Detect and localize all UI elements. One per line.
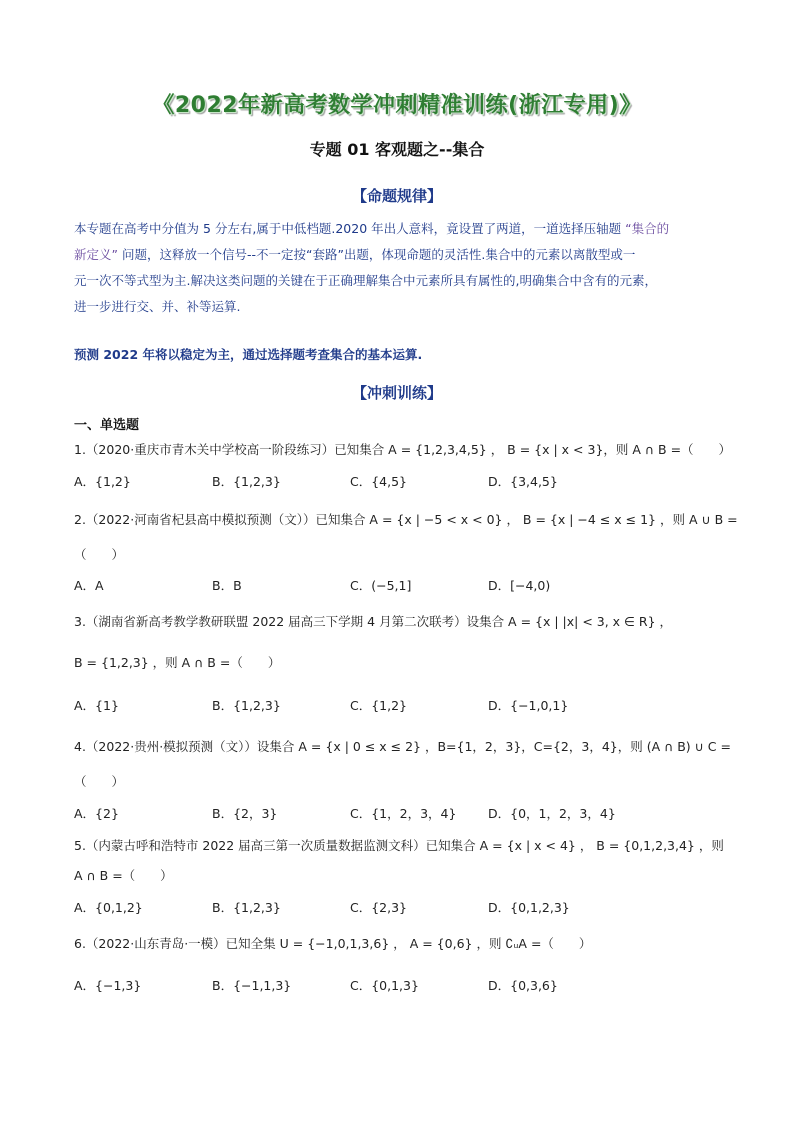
question-5-option-a: A．{0,1,2} <box>74 900 143 915</box>
question-6-option-b: B．{−1,1,3} <box>212 978 292 993</box>
question-2-option-a: A．A <box>74 578 104 593</box>
question-1-stem: 1.（2020·重庆市青木关中学校高一阶段练习）已知集合 A = {1,2,3,4,5} ， B = {x | x < 3}，则 A ∩ B =（ ） <box>74 442 732 457</box>
question-1-options <box>74 472 734 492</box>
question-3-option-a: A．{1} <box>74 698 119 713</box>
question-1-option-b: B．{1,2,3} <box>212 474 281 489</box>
question-1-option-a: A．{1,2} <box>74 474 131 489</box>
question-3-options <box>74 696 734 716</box>
question-5-stem: 5.（内蒙古呼和浩特市 2022 届高三第一次质量数据监测文科）已知集合 A = {x | x < 4} ， B = {0,1,2,3,4} ，则 <box>74 838 724 853</box>
question-6-stem: 6.（2022·山东青岛·一模）已知全集 U = {−1,0,1,3,6} ， A = {0,6} ，则 ∁ᵤA =（ ） <box>74 936 592 951</box>
question-4-option-d: D．{0，1，2，3，4} <box>488 806 616 821</box>
question-3-stem-cont: B = {1,2,3} ，则 A ∩ B =（ ） <box>74 655 281 670</box>
question-2-stem-cont: （ ） <box>74 547 125 562</box>
topic-subtitle: 专题 01 客观题之--集合 <box>309 140 485 159</box>
prediction-text: 预测 2022 年将以稳定为主，通过选择题考查集合的基本运算. <box>74 347 423 362</box>
question-4-option-a: A．{2} <box>74 806 119 821</box>
practice-heading: 【冲刺训练】 <box>351 384 442 402</box>
question-1-option-d: D．{3,4,5} <box>488 474 558 489</box>
rules-heading: 【命题规律】 <box>351 187 442 205</box>
question-1-option-c: C．{4,5} <box>350 474 408 489</box>
question-6-options <box>74 976 734 996</box>
question-5-stem-cont: A ∩ B =（ ） <box>74 868 173 883</box>
question-4-stem: 4.（2022·贵州·模拟预测（文））设集合 A = {x | 0 ≤ x ≤ 2} ，B={1，2，3}，C={2，3，4}，则 (A ∩ B) ∪ C = <box>74 739 731 754</box>
rules-line-1: 本专题在高考中分值为 5 分左右,属于中低档题.2020 年出人意料，竟设置了两道，一道选择压轴题 “集合的 <box>74 221 670 236</box>
question-3-option-c: C．{1,2} <box>350 698 408 713</box>
question-3-stem: 3.（湖南省新高考教学教研联盟 2022 届高三下学期 4 月第二次联考）设集合 A = {x | |x| < 3, x ∈ R} ， <box>74 614 673 629</box>
question-2-option-c: C．(−5,1] <box>350 578 412 593</box>
question-6-option-c: C．{0,1,3} <box>350 978 419 993</box>
question-type-label: 一、单选题 <box>74 418 140 433</box>
question-2-option-b: B．B <box>212 578 242 593</box>
question-3-option-d: D．{−1,0,1} <box>488 698 569 713</box>
question-5-options <box>74 898 734 918</box>
question-2-stem: 2.（2022·河南省杞县高中模拟预测（文））已知集合 A = {x | −5 < x < 0} ， B = {x | −4 ≤ x ≤ 1} ，则 A ∪ B = <box>74 512 738 527</box>
rules-line-4: 进一步进行交、并、补等运算. <box>74 299 241 314</box>
question-6-option-d: D．{0,3,6} <box>488 978 558 993</box>
rules-paragraph <box>74 216 724 320</box>
rules-line-2: 新定义” 问题，这释放一个信号--不一定按“套路”出题，体现命题的灵活性.集合中的元素以离散型或一 <box>74 247 636 262</box>
question-4-options <box>74 804 734 824</box>
question-5-option-b: B．{1,2,3} <box>212 900 281 915</box>
question-6-option-a: A．{−1,3} <box>74 978 142 993</box>
document-title: 《2022年新高考数学冲刺精准训练(浙江专用)》 <box>152 93 642 118</box>
rules-line-3: 元一次不等式型为主.解决这类问题的关键在于正确理解集合中元素所具有属性的,明确集合中含有的元素， <box>74 273 657 288</box>
question-5-option-c: C．{2,3} <box>350 900 408 915</box>
question-2-option-d: D．[−4,0) <box>488 578 551 593</box>
question-4-stem-cont: （ ） <box>74 774 125 789</box>
question-4-option-c: C．{1，2，3，4} <box>350 806 457 821</box>
question-2-options <box>74 576 734 596</box>
question-4-option-b: B．{2，3} <box>212 806 278 821</box>
question-5-option-d: D．{0,1,2,3} <box>488 900 570 915</box>
question-3-option-b: B．{1,2,3} <box>212 698 281 713</box>
